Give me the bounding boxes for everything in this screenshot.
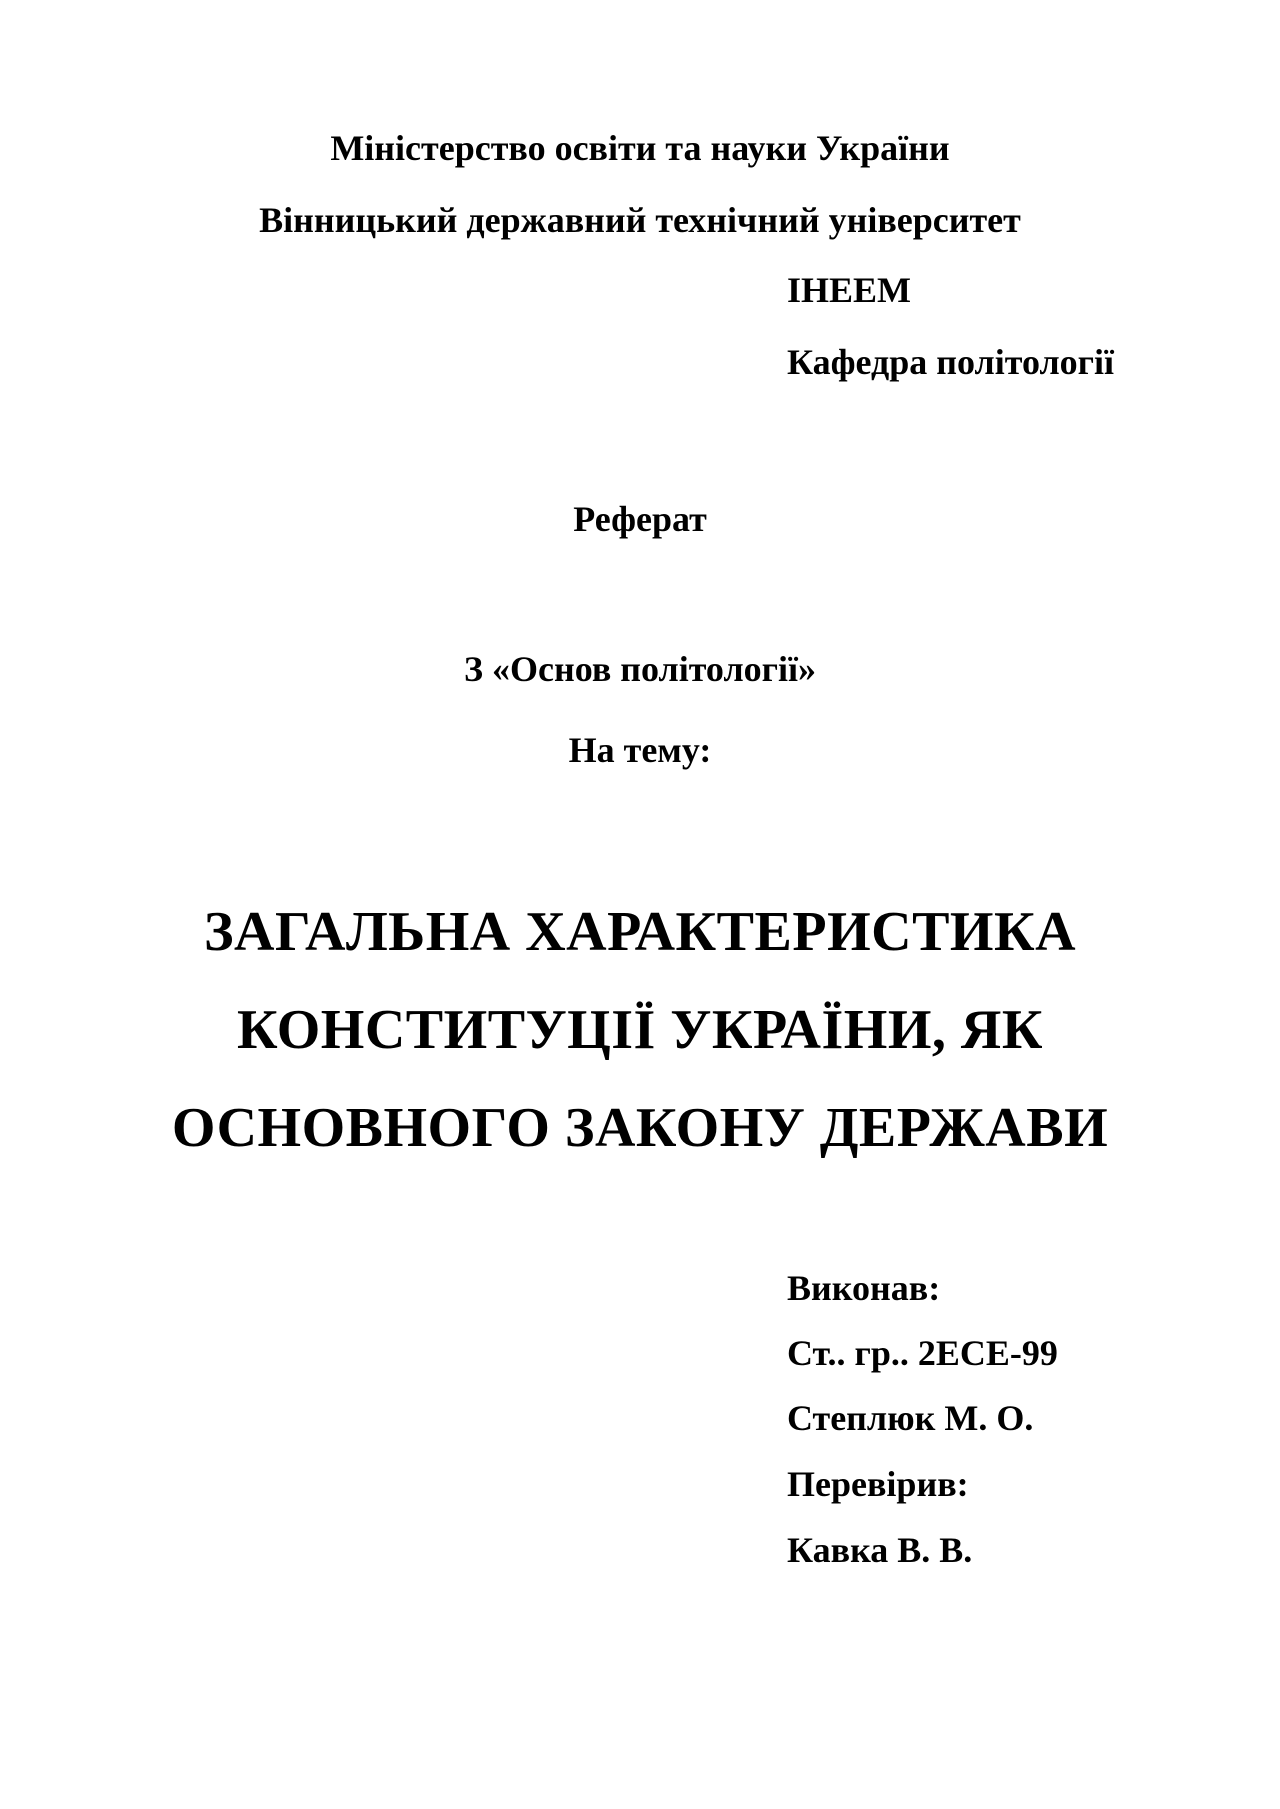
checked-label: Перевірив: (787, 1464, 969, 1504)
ministry-name: Міністерство освіти та науки України (330, 128, 950, 168)
student-group: Ст.. гр.. 2ЕСЕ-99 (787, 1333, 1058, 1373)
title-line-3: ОСНОВНОГО ЗАКОНУ ДЕРЖАВИ (171, 1097, 1109, 1159)
document-type: Реферат (573, 499, 707, 539)
institute-name: ІНЕЕМ (787, 270, 912, 310)
title-line-2: КОНСТИТУЦІЇ УКРАЇНИ, ЯК (237, 999, 1043, 1061)
department-name: Кафедра політології (787, 342, 1115, 382)
student-name: Степлюк М. О. (787, 1398, 1034, 1438)
teacher-name: Кавка В. В. (787, 1530, 973, 1570)
topic-label: На тему: (568, 730, 712, 770)
university-name: Вінницький державний технічний університет (259, 200, 1021, 240)
title-line-1: ЗАГАЛЬНА ХАРАКТЕРИСТИКА (203, 901, 1077, 963)
document-subject: З «Основ політології» (463, 649, 817, 689)
performed-label: Виконав: (787, 1268, 941, 1308)
